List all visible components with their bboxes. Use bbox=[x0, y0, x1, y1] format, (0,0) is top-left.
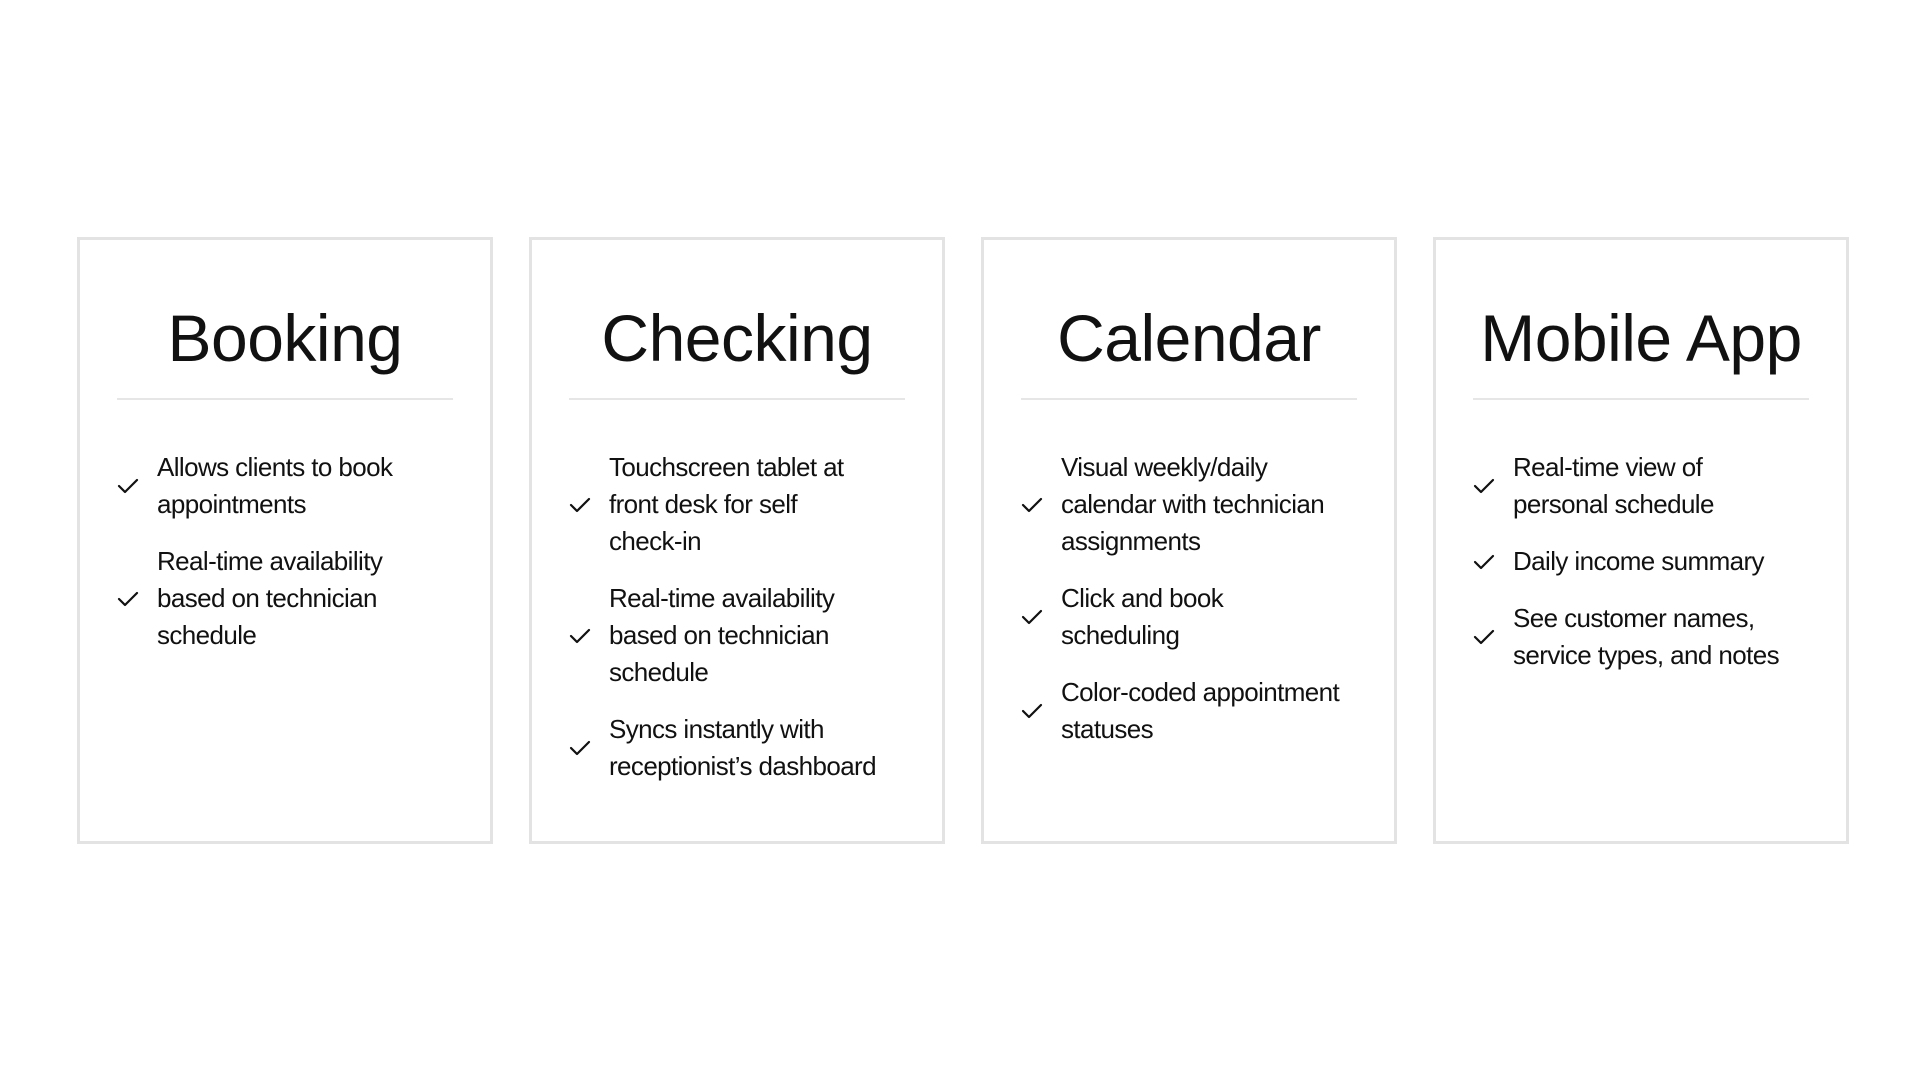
feature-text: Touchscreen tablet at front desk for self check-in bbox=[609, 452, 844, 556]
feature-list bbox=[1021, 400, 1357, 748]
feature-text: Syncs instantly with receptionist’s dashboard bbox=[609, 714, 876, 781]
list-item bbox=[569, 449, 905, 560]
feature-list bbox=[117, 400, 453, 654]
card-title: Mobile App bbox=[1473, 240, 1809, 400]
feature-text: Real-time availability based on technician schedule bbox=[609, 583, 835, 687]
check-icon bbox=[1473, 550, 1513, 574]
list-item bbox=[1473, 449, 1809, 523]
card-title: Calendar bbox=[1021, 240, 1357, 400]
list-item bbox=[117, 449, 453, 523]
feature-text: Allows clients to book appointments bbox=[157, 452, 393, 519]
card-checking bbox=[529, 237, 945, 844]
card-title: Checking bbox=[569, 240, 905, 400]
list-item bbox=[1021, 449, 1357, 560]
check-icon bbox=[569, 736, 609, 760]
feature-text: Real-time availability based on technician schedule bbox=[157, 546, 383, 650]
feature-text: See customer names, service types, and notes bbox=[1513, 603, 1779, 670]
check-icon bbox=[117, 474, 157, 498]
feature-list bbox=[1473, 400, 1809, 674]
feature-text: Visual weekly/daily calendar with technician assignments bbox=[1061, 452, 1325, 556]
card-calendar bbox=[981, 237, 1397, 844]
feature-text: Color-coded appointment statuses bbox=[1061, 677, 1340, 744]
list-item bbox=[569, 580, 905, 691]
check-icon bbox=[1473, 625, 1513, 649]
list-item bbox=[117, 543, 453, 654]
card-booking bbox=[77, 237, 493, 844]
list-item bbox=[1021, 580, 1357, 654]
feature-text: Daily income summary bbox=[1513, 546, 1764, 576]
feature-cards bbox=[77, 237, 1849, 844]
check-icon bbox=[1021, 699, 1061, 723]
list-item bbox=[1473, 600, 1809, 674]
feature-text: Real-time view of personal schedule bbox=[1513, 452, 1714, 519]
list-item bbox=[569, 711, 905, 785]
card-title: Booking bbox=[117, 240, 453, 400]
check-icon bbox=[569, 624, 609, 648]
list-item bbox=[1473, 543, 1809, 580]
feature-text: Click and book scheduling bbox=[1061, 583, 1224, 650]
check-icon bbox=[1021, 493, 1061, 517]
feature-list bbox=[569, 400, 905, 785]
check-icon bbox=[1021, 605, 1061, 629]
list-item bbox=[1021, 674, 1357, 748]
check-icon bbox=[569, 493, 609, 517]
check-icon bbox=[117, 587, 157, 611]
check-icon bbox=[1473, 474, 1513, 498]
card-mobile-app bbox=[1433, 237, 1849, 844]
